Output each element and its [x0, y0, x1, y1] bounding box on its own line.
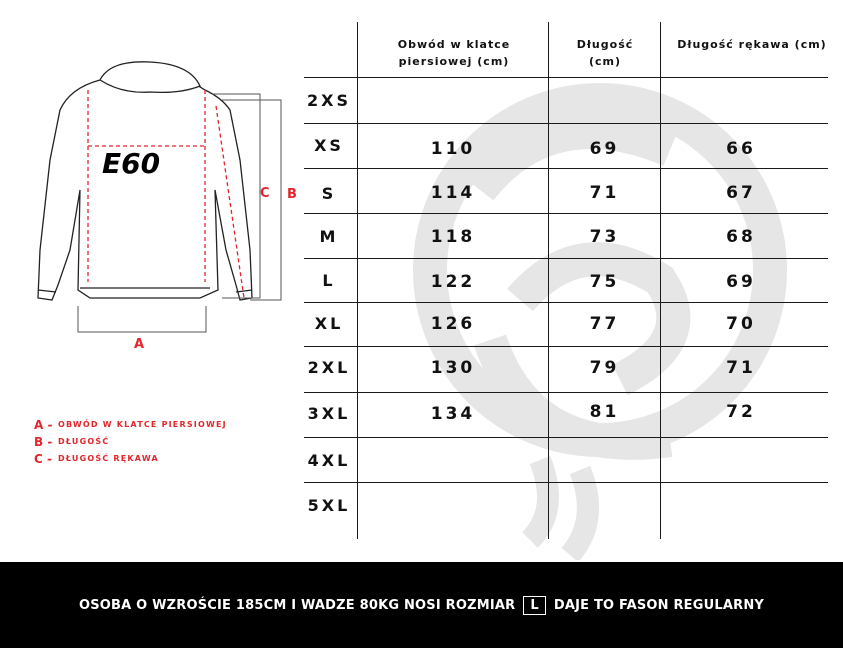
length-value: 69: [589, 139, 620, 159]
size-label: 2XL: [307, 358, 351, 377]
table-divider: [304, 213, 828, 214]
footer-banner: [0, 562, 843, 648]
sleeve-value: 69: [726, 272, 756, 292]
length-value: 79: [589, 358, 620, 378]
hoodie-illustration: [0, 50, 310, 360]
size-label: 5XL: [307, 496, 351, 515]
dimension-label-b: B: [287, 187, 297, 202]
legend-letter: B -: [34, 434, 53, 449]
size-label: M: [319, 227, 339, 246]
legend-letter: A -: [34, 417, 53, 432]
size-label: XL: [314, 314, 344, 333]
header-length: Długość (cm): [576, 38, 634, 68]
chest-value: 126: [430, 314, 476, 334]
brand-logo: [100, 147, 178, 180]
length-value: 75: [589, 272, 620, 292]
sleeve-value: 68: [726, 227, 756, 247]
chest-value: 118: [430, 227, 476, 247]
size-label: L: [322, 271, 336, 290]
sleeve-value: 72: [726, 402, 756, 422]
legend-item: [34, 416, 227, 433]
dimension-label-a: A: [134, 337, 145, 352]
table-divider: [304, 77, 828, 78]
sleeve-value: 66: [726, 139, 756, 159]
length-value: 71: [589, 183, 620, 203]
size-label: 2XS: [307, 91, 351, 110]
chest-value: 134: [430, 404, 476, 424]
sleeve-value: 70: [726, 314, 756, 334]
table-divider: [304, 123, 828, 124]
table-divider: [304, 168, 828, 169]
table-divider: [304, 346, 828, 347]
size-label: 3XL: [307, 404, 351, 423]
measurement-legend: [34, 416, 227, 467]
length-value: 81: [589, 402, 620, 422]
svg-text:E60: E60: [102, 147, 161, 180]
sleeve-value: 67: [726, 183, 756, 203]
table-divider: [304, 302, 828, 303]
legend-text: OBWÓD W KLATCE PIERSIOWEJ: [58, 420, 227, 429]
length-value: 77: [589, 314, 620, 334]
table-divider: [304, 482, 828, 483]
chest-value: 130: [430, 358, 476, 378]
legend-item: [34, 433, 227, 450]
size-label: 4XL: [307, 451, 351, 470]
size-label: XS: [314, 136, 344, 155]
legend-item: [34, 450, 227, 467]
legend-text: DŁUGOŚĆ: [58, 437, 110, 446]
legend-text: DŁUGOŚĆ RĘKAWA: [58, 454, 159, 463]
sleeve-value: 71: [726, 358, 756, 378]
table-divider: [304, 258, 828, 259]
chest-value: 114: [430, 183, 476, 203]
footer-size-badge: L: [523, 596, 545, 615]
table-divider: [304, 437, 828, 438]
size-label: S: [321, 184, 337, 203]
length-value: 73: [589, 227, 620, 247]
table-divider: [304, 392, 828, 393]
chest-value: 110: [430, 139, 476, 159]
chest-value: 122: [430, 272, 476, 292]
legend-letter: C -: [34, 451, 52, 466]
header-sleeve: Długość rękawa (cm): [677, 38, 827, 51]
footer-text-before: OSOBA O WZROŚCIE 185CM I WADZE 80KG NOSI ROZMIAR: [78, 597, 516, 613]
dimension-label-c: C: [260, 186, 270, 201]
footer-text-after: DAJE TO FASON REGULARNY: [553, 597, 765, 613]
header-chest: Obwód w klatce piersiowej (cm): [397, 38, 511, 68]
